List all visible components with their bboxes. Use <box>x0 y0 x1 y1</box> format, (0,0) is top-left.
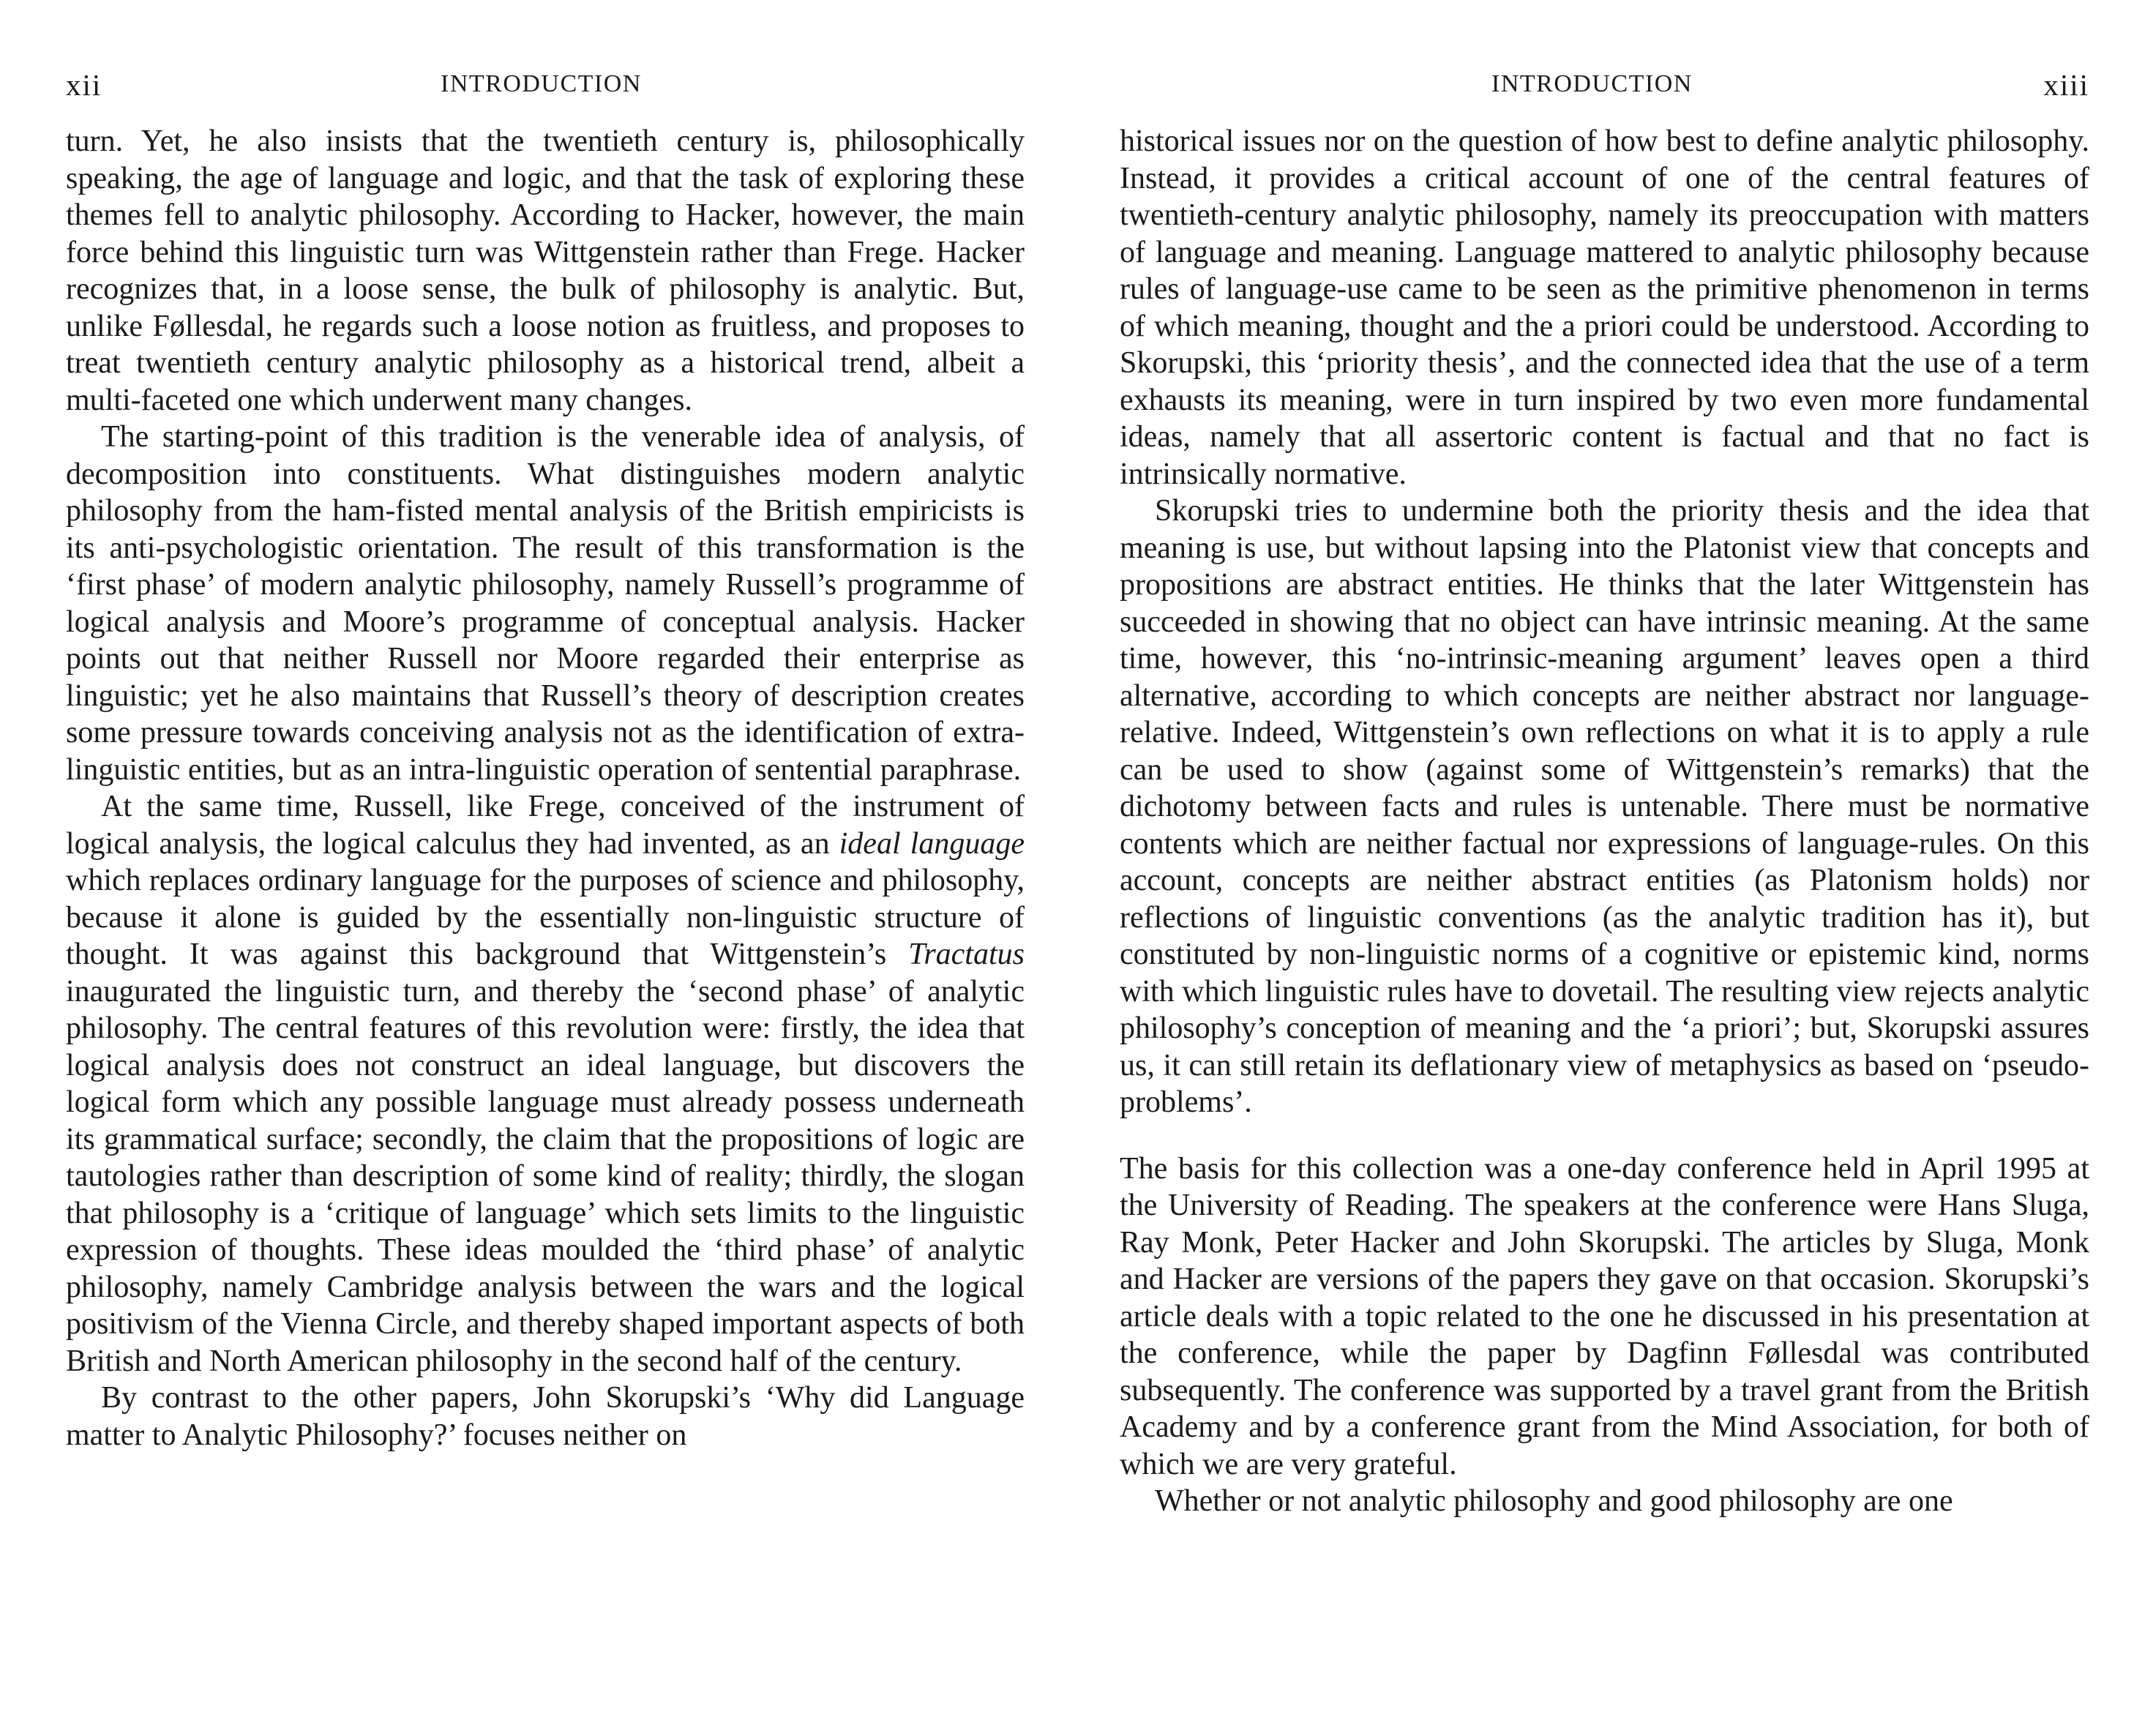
page-number: xiii <box>2043 68 2089 102</box>
text-run: At the same time, Russell, like Frege, conceived of the instrument of logical analysis, the logical calculus they had invented, as an <box>66 790 1025 861</box>
right-page-body <box>1120 123 2089 1520</box>
running-title: INTRODUCTION <box>1491 70 1693 97</box>
running-head <box>1120 67 2089 104</box>
text-run: Skorupski tries to undermine both the priority thesis and the idea that meaning is use, but without lapsing into the Platonist view that concepts and propositions are abstract entities. He thinks that the later Wittgenstein has succeeded in showing that no object can have intrinsic meaning. At the same time, however, this ‘no-intrinsic-meaning argument’ leaves open a third alternative, according to which concepts are neither abstract nor language-relative. Indeed, Wittgenstein’s own reflections on what it is to apply a rule can be used to show (against some of Wittgenstein’s remarks) that the dichotomy between facts and rules is untenable. There must be normative contents which are neither factual nor expressions of language-rules. On this account, concepts are neither abstract entities (as Platonism holds) nor reflections of linguistic conventions (as the analytic tradition has it), but constituted by non-linguistic norms of a cognitive or epistemic kind, norms with which linguistic rules have to dovetail. The resulting view rejects analytic philosophy’s conception of meaning and the ‘a priori’; but, Skorupski assures us, it can still retain its deflationary view of metaphysics as based on ‘pseudo-problems’. <box>1120 494 2089 1119</box>
paragraph <box>66 123 1025 419</box>
text-run: historical issues nor on the question of how best to define analytic philosophy. Instead, it provides a critical account of one of the central features of twentieth-century analytic philosophy, namely its preoccupation with matters of language and meaning. Language mattered to analytic philosophy because rules of language-use came to be seen as the primitive phenomenon in terms of which meaning, thought and the a priori could be understood. According to Skorupski, this ‘priority thesis’, and the connected idea that the use of a term exhausts its meaning, were in turn inspired by two even more fundamental ideas, namely that all assertoric content is factual and that no fact is intrinsically normative. <box>1120 124 2089 491</box>
running-title: INTRODUCTION <box>441 70 642 97</box>
left-page <box>66 0 1025 1736</box>
running-head <box>66 67 1025 104</box>
text-run: which replaces ordinary language for the purposes of science and philosophy, because it alone is guided by the essentially non-linguistic structure of thought. It was against this background that Wittgenstein’s <box>66 864 1025 971</box>
italic-title: ideal language <box>839 826 1025 861</box>
text-run: The basis for this collection was a one-day conference held in April 1995 at the University of Reading. The speakers at the conference were Hans Sluga, Ray Monk, Peter Hacker and John Skorupski. The articles by Sluga, Monk and Hacker are versions of the papers they gave on that occasion. Skorupski’s article deals with a topic related to the one he discussed in his presentation at the conference, while the paper by Dagfinn Føllesdal was contributed subsequently. The conference was supported by a travel grant from the British Academy and by a conference grant from the Mind Association, for both of which we are very grateful. <box>1120 1151 2089 1481</box>
text-run: turn. Yet, he also insists that the twentieth century is, philosophically speaking, the age of language and logic, and that the task of exploring these themes fell to analytic philosophy. According to Hacker, however, the main force behind this linguistic turn was Wittgenstein rather than Frege. Hacker recognizes that, in a loose sense, the bulk of philosophy is analytic. But, unlike Føllesdal, he regards such a loose notion as fruitless, and proposes to treat twentieth century analytic philosophy as a historical trend, albeit a multi-faceted one which underwent many changes. <box>66 124 1025 417</box>
paragraph <box>1120 493 2089 1121</box>
italic-title: Tractatus <box>908 938 1025 971</box>
text-run: The starting-point of this tradition is the venerable idea of analysis, of decomposition into constituents. What distinguishes modern analytic philosophy from the ham-fisted mental analysis of the British empiricists is its anti-psychologistic orientation. The result of this transformation is the ‘first phase’ of modern analytic philosophy, namely Russell’s programme of logical analysis and Moore’s programme of conceptual analysis. Hacker points out that neither Russell nor Moore regarded their enterprise as linguistic; yet he also maintains that Russell’s theory of description creates some pressure towards conceiving analysis not as the identification of extra-linguistic entities, but as an intra-linguistic operation of sentential paraphrase. <box>66 420 1025 787</box>
paragraph <box>1120 1483 2089 1520</box>
paragraph <box>66 1380 1025 1453</box>
paragraph <box>1120 1151 2089 1484</box>
paragraph <box>1120 123 2089 493</box>
right-page <box>1120 0 2089 1736</box>
text-run: By contrast to the other papers, John Skorupski’s ‘Why did Language matter to Analytic Philosophy?’ focuses neither on <box>66 1381 1025 1452</box>
left-page-body <box>66 123 1025 1453</box>
text-run: Whether or not analytic philosophy and good philosophy are one <box>1155 1484 1953 1518</box>
text-run: inaugurated the linguistic turn, and thereby the ‘second phase’ of analytic philosophy. The central features of this revolution were: firstly, the idea that logical analysis does not construct an ideal language, but discovers the logical form which any possible language must already possess underneath its grammatical surface; secondly, the claim that the propositions of logic are tautologies rather than description of some kind of reality; thirdly, the slogan that philosophy is a ‘critique of language’ which sets limits to the linguistic expression of thoughts. These ideas moulded the ‘third phase’ of analytic philosophy, namely Cambridge analysis between the wars and the logical positivism of the Vienna Circle, and thereby shaped important aspects of both British and North American philosophy in the second half of the century. <box>66 974 1025 1378</box>
page-number: xii <box>66 68 102 102</box>
paragraph <box>66 419 1025 788</box>
paragraph <box>66 788 1025 1380</box>
